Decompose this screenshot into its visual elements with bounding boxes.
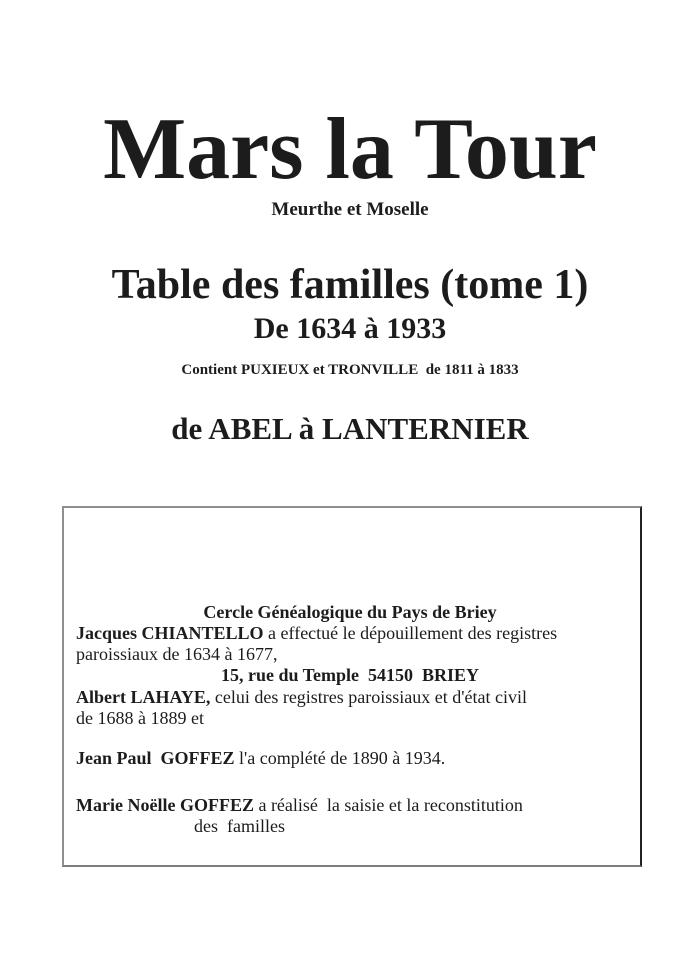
volume-heading: Table des familles (tome 1) [111, 262, 589, 308]
credit-line [76, 687, 606, 708]
contributor-name: Marie Noëlle GOFFEZ [76, 795, 254, 815]
credit-line [76, 623, 606, 644]
credit-line: de 1688 à 1889 et [76, 708, 204, 728]
contributor-name: Albert LAHAYE, [76, 687, 211, 707]
credit-paragraph-lahaye [76, 687, 606, 729]
credit-line: des familles [194, 816, 285, 836]
organization-name: Cercle Généalogique du Pays de Briey [203, 602, 497, 622]
credit-text: celui des registres paroissiaux et d'état civil [210, 687, 527, 707]
credit-text: a réalisé la saisie et la reconstitution [253, 795, 523, 815]
date-range: De 1634 à 1933 [253, 312, 447, 345]
contributor-name: Jacques CHIANTELLO [76, 623, 264, 643]
credit-paragraph-goffez-jp [76, 748, 606, 769]
credit-line [76, 795, 606, 816]
credit-text: a effectué le dépouillement des registres [263, 623, 558, 643]
credit-paragraph-goffez-mn [76, 795, 606, 837]
alphabetical-range: de ABEL à LANTERNIER [171, 411, 529, 446]
credit-paragraph-chiantello [76, 623, 606, 665]
page-title: Mars la Tour [103, 101, 597, 198]
credit-text: l'a complété de 1890 à 1934. [234, 748, 446, 768]
contributor-name: Jean Paul GOFFEZ [76, 748, 235, 768]
department-subtitle: Meurthe et Moselle [271, 199, 429, 220]
contains-note: Contient PUXIEUX et TRONVILLE de 1811 à 1833 [181, 362, 519, 378]
credit-line: paroissiaux de 1634 à 1677, [76, 644, 278, 664]
credit-line [76, 748, 606, 769]
organization-address: 15, rue du Temple 54150 BRIEY [220, 665, 480, 685]
